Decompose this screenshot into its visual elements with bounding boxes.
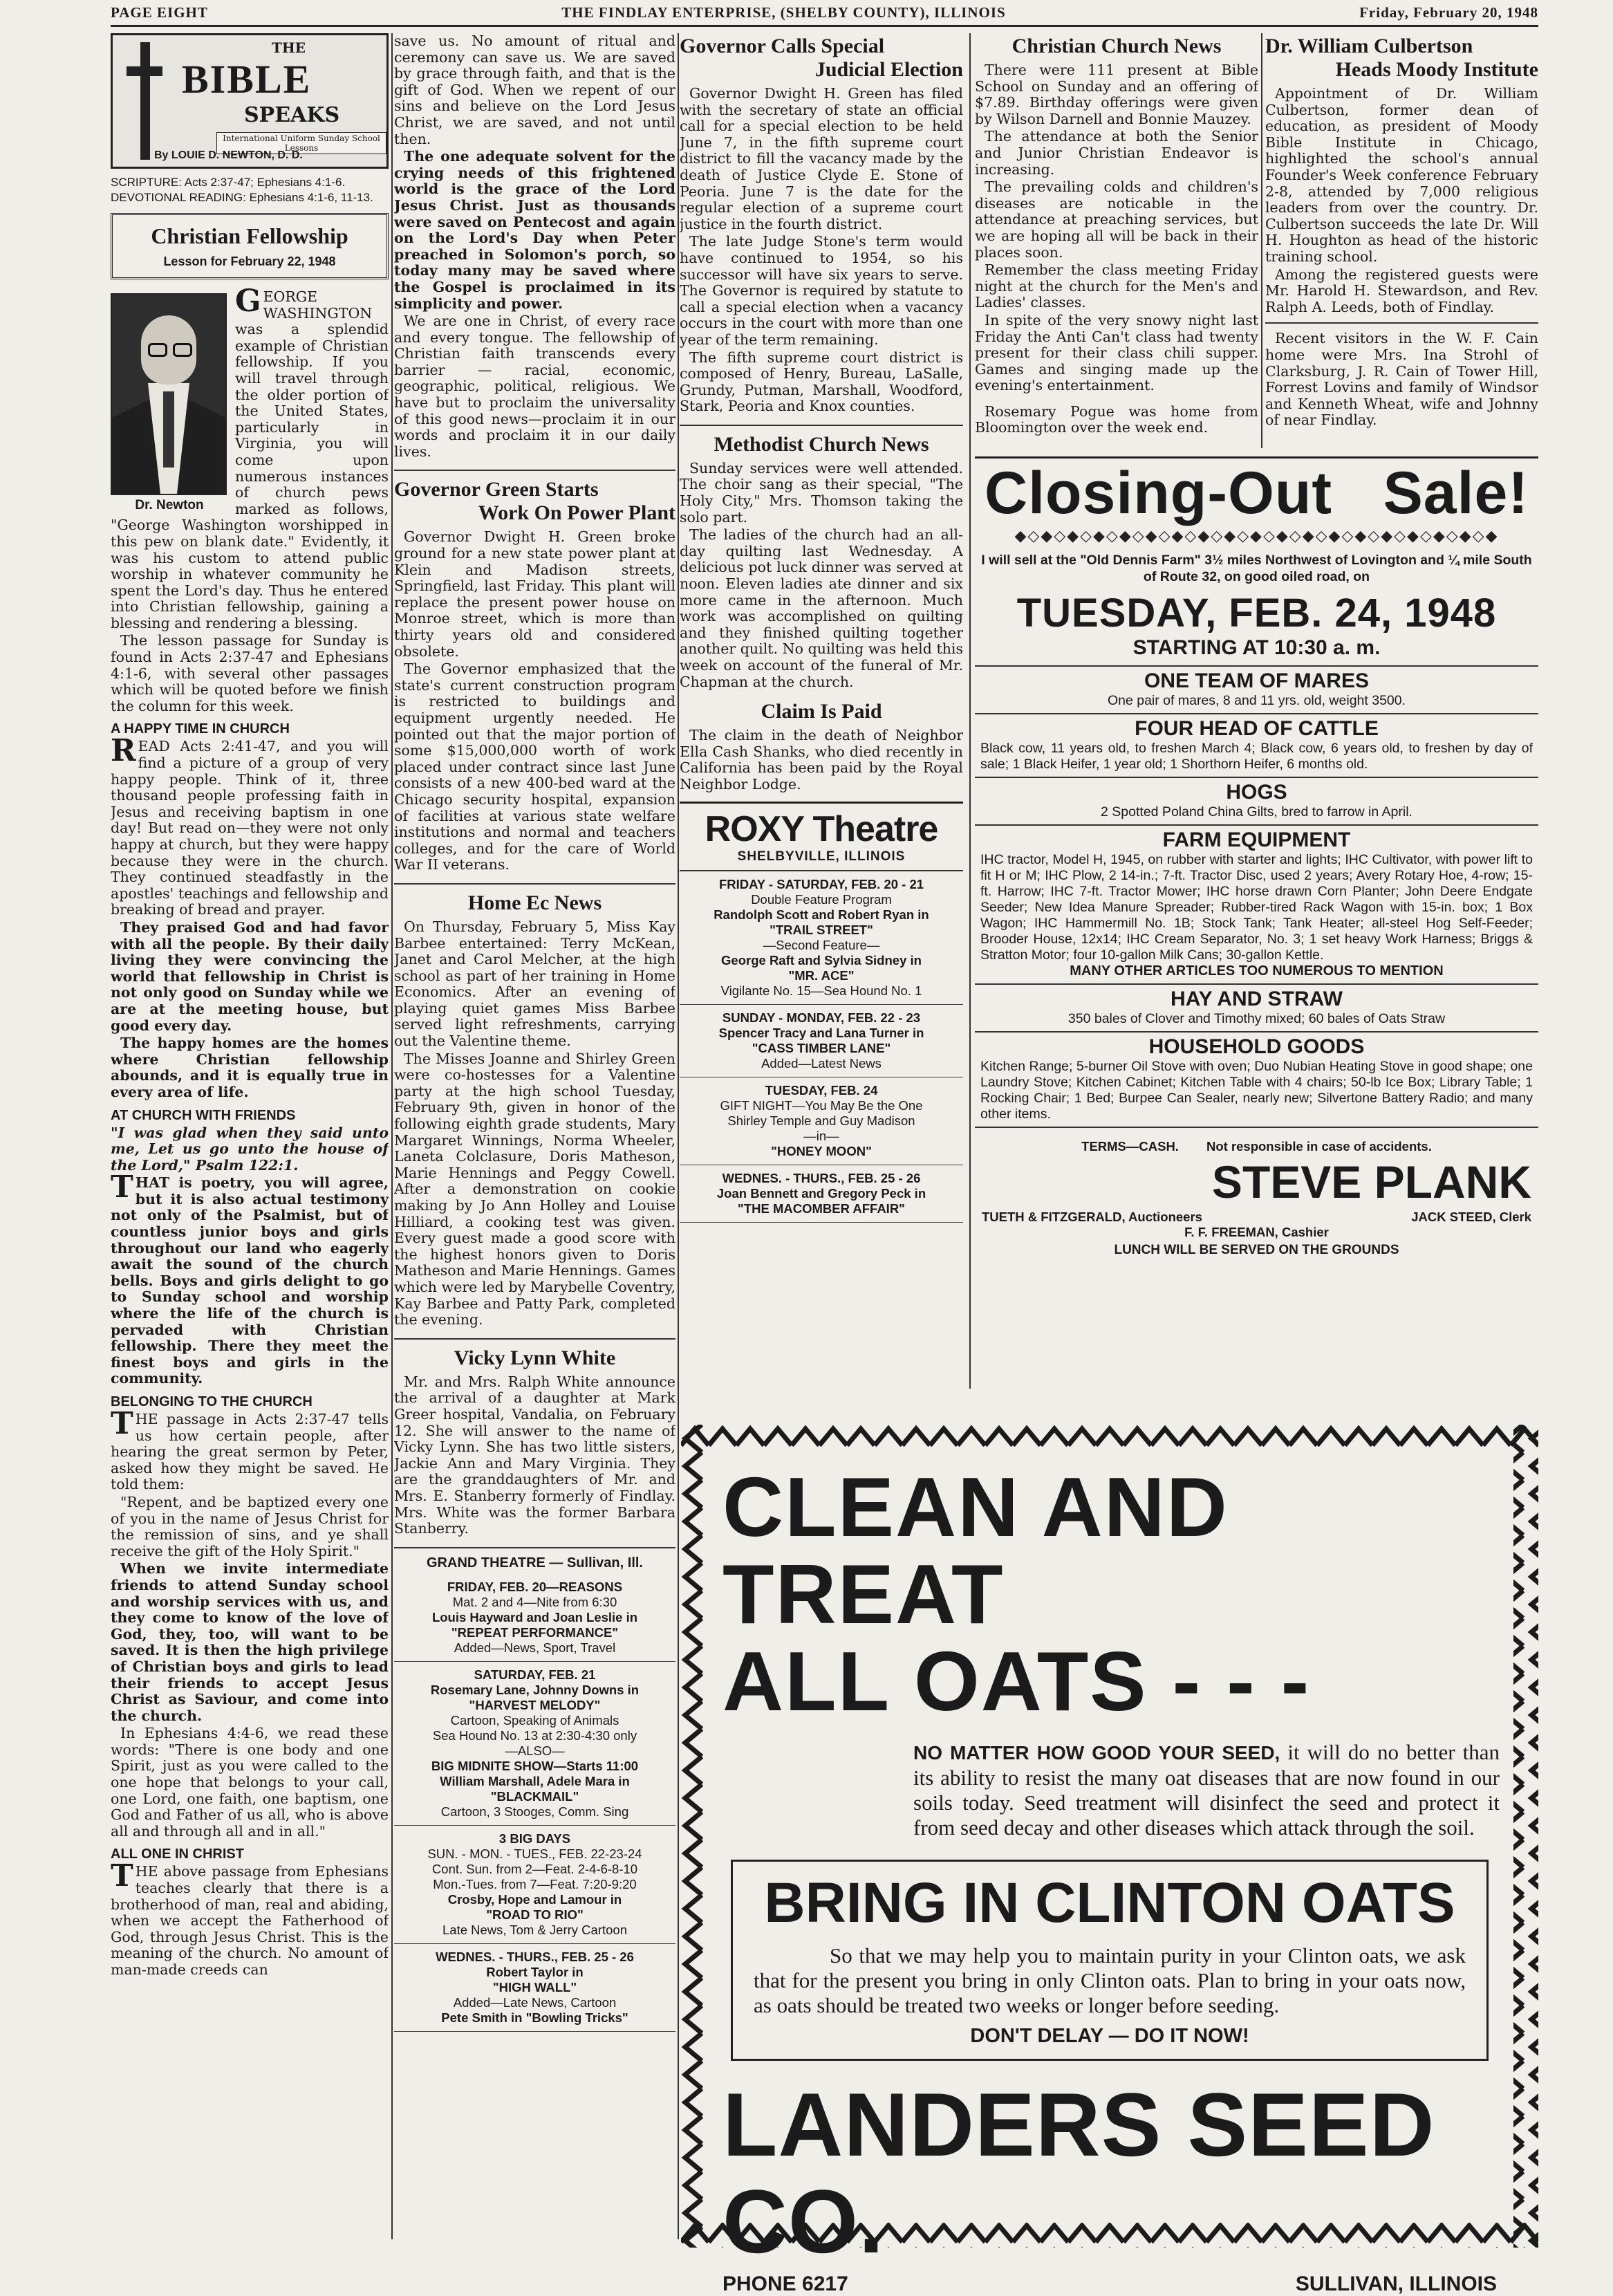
masthead-rule xyxy=(111,25,1538,27)
lesson-paragraph: "Repent, and be baptized every one of you in the name of Jesus Christ for the remission of sins, and ye shall receive the gift of the Holy Spirit." xyxy=(111,1493,389,1559)
lesson-continued: We are one in Christ, of every race and every tongue. The fellowship of Christian faith transcends every barrier — racial, economic, geographic, political, religious. We have but to proclaim the universality of this good news—proclaim it in our words and proclaim it in our daily lives. xyxy=(394,313,675,460)
article-paragraph: The late Judge Stone's term would have continued to 1954, so his successor will have six years to serve. The Governor is required by statute to call a special election when a vacancy occurs in the court with more than one year of the term remaining. xyxy=(680,233,963,348)
column-christian-church xyxy=(975,33,1258,448)
program-line: Pete Smith in "Bowling Tricks" xyxy=(441,2010,628,2025)
subhead: AT CHURCH WITH FRIENDS xyxy=(111,1107,296,1123)
column-three xyxy=(680,33,963,1389)
article-headline xyxy=(394,470,675,525)
article-paragraph: The Misses Joanne and Shirley Green were co-hostesses for a Valentine party at the high school Tuesday, February 9th, given in honor of the following eighth grade students, Mary Margaret Winnings, Norma Wheeler, Laneta Colclasure, Doris Matheson, Marie Hennings and Peggy Cowell. After a demonstration on cookie making by Jo Ann Holley and Louise Hilliard, a cooking test was given. Every guest made a good score with the highest honors given to Doris Matheson and Marie Hennings. Games which were led by Marybelle Coventry, Kay Barbee and Patty Park, completed the evening. xyxy=(394,1050,675,1328)
banner-tag: International Uniform Sunday School Lessons xyxy=(216,132,386,154)
program-line: Cartoon, Speaking of Animals xyxy=(450,1712,619,1728)
headline-line: Governor Calls Special xyxy=(680,35,885,57)
lesson-paragraph: THE passage in Acts 2:37-47 tells us how certain people, after hearing the great sermon by Peter, asked how they might be saved. He told them: xyxy=(111,1406,389,1493)
sale-section xyxy=(975,713,1538,777)
sale-section-title: HAY AND STRAW xyxy=(1171,988,1343,1010)
portrait-caption: Dr. Newton xyxy=(135,498,204,512)
sale-title-right: Sale! xyxy=(1383,460,1529,526)
company-name: LANDERS SEED CO. xyxy=(722,2074,1435,2272)
program-block xyxy=(680,1077,963,1165)
sale-section-title: HOUSEHOLD GOODS xyxy=(1148,1035,1365,1058)
grand-theatre-title: GRAND THEATRE — Sullivan, Ill. xyxy=(394,1547,675,1571)
auctioneers: TUETH & FITZGERALD, Auctioneers xyxy=(982,1210,1202,1224)
sale-section-text: One pair of mares, 8 and 11 yrs. old, weight 3500. xyxy=(1107,693,1406,708)
roxy-theatre-city: SHELBYVILLE, ILLINOIS xyxy=(680,849,963,871)
lesson-paragraph: The lesson passage for Sunday is found in Acts 2:37-47 and Ephesians 4:1-6, with several other passages which will be quoted before we finish the column for this week. xyxy=(111,632,389,714)
masthead xyxy=(111,3,1538,22)
lesson-continued: The one adequate solvent for the crying needs of this frightened world is the grace of the Lord Jesus Christ. Just as thousands were saved on Pentecost and again on the Lord's Day when Peter preached in Solomon's porch, so today many may be saved where the Gospel is proclaimed in its simplicity and power. xyxy=(394,148,675,312)
article-paragraph: In spite of the very snowy night last Friday the Anti Can't class had twenty present for their class chili supper. Games and singing made up the evening's entertainment. xyxy=(975,311,1258,394)
sale-section-text: IHC tractor, Model H, 1945, on rubber with starter and lights; IHC Cultivator, with power lift to fit H or M; IHC Plow, 2 14-in.; 7-ft. Tractor Disc, used 2 years; Avery Rotary Hoe, 4-row; 15-ft. Harrow; IHC 7-ft. Tractor Mower; IHC horse drawn Corn Planter; John Deere Endgate Seeder; New Idea Manure Spreader; Rubber-tired Rack Wagon with 15-in. box; 1 Box Wagon; IHC Hammermill No. 1B; Stock Tank; Tank Heater; all-steel Hog Self-Feeder; Brooder House, 12x14; IHC Cream Separator, No. 3; 1 set heavy Work Harness; Briggs & Stratton Motor; four 10-gallon Milk Cans; 30-gallon Kettle. xyxy=(980,852,1533,963)
lesson-date: Lesson for February 22, 1948 xyxy=(163,254,336,268)
lesson-paragraph: When we invite intermediate friends to attend Sunday school and worship services with us, and they come to know of the love of God, they, too, will want to be saved. It is then the high privilege of Christian boys and girls to lead their friends to accept Jesus Christ as Saviour, and come into the church. xyxy=(111,1560,389,1724)
banner-bible: BIBLE xyxy=(182,57,312,102)
program-line: GIFT NIGHT—You May Be the One xyxy=(720,1098,923,1113)
program-line: Added—Latest News xyxy=(761,1055,882,1071)
program-line: "HIGH WALL" xyxy=(492,1979,577,1994)
article-paragraph: The attendance at both the Senior and Junior Christian Endeavor is increasing. xyxy=(975,128,1258,178)
lesson-continued: save us. No amount of ritual and ceremony can save us. We are saved by grace through faith, and that is the gift of God. When we repent of our sins and believe on the Lord Jesus Christ, we are saved, and not until then. xyxy=(394,33,675,147)
program-line: Late News, Tom & Jerry Cartoon xyxy=(442,1922,627,1937)
sale-section-text: Kitchen Range; 5-burner Oil Stove with oven; Duo Nubian Heating Stove in good shape; one Laundry Stove; Kitchen Cabinet; Kitchen Table with 4 chairs; 50-lb Ice Box; Library Table; 1 Rocking Chair; 1 Bed; Burpee Can Sealer, nearly new; Silvertone Battery Radio; and many other items. xyxy=(980,1059,1533,1122)
lesson-title-box xyxy=(111,213,389,279)
clinton-oats-box xyxy=(731,1860,1489,2061)
program-date: SUNDAY - MONDAY, FEB. 22 - 23 xyxy=(722,1010,921,1025)
program-line: Cartoon, 3 Stooges, Comm. Sing xyxy=(440,1804,629,1819)
program-line: Crosby, Hope and Lamour in xyxy=(447,1891,622,1907)
program-date: SATURDAY, FEB. 21 xyxy=(474,1667,596,1682)
article-paragraph: Governor Dwight H. Green broke ground for a new state power plant at Klein and Madison streets, Springfield, last Friday. This plant will replace the present power house on Monroe street, which is more than thirty years old and considered obsolete. xyxy=(394,528,675,660)
program-line: Mat. 2 and 4—Nite from 6:30 xyxy=(452,1594,617,1609)
program-line: Cont. Sun. from 2—Feat. 2-4-6-8-10 xyxy=(431,1861,638,1876)
headline-line: Judicial Election xyxy=(814,58,963,81)
headline-line: Work On Power Plant xyxy=(478,501,675,525)
article-paragraph: Governor Dwight H. Green has filed with the secretary of state an official call for a special election to be held June 7, in the fifth supreme court district to fill the vacancy made by the death of Justice Clyde E. Stone of Peoria. June 7 is the date for the regular election of a supreme court justice in the fourth district. xyxy=(680,85,963,232)
sale-section-title: FARM EQUIPMENT xyxy=(1162,828,1351,851)
article-paragraph: The claim in the death of Neighbor Ella Cash Shanks, who died recently in California has been paid by the Royal Neighbor Lodge. xyxy=(680,727,963,793)
article-paragraph: Appointment of Dr. William Culbertson, former dean of education, as president of Moody Bible Institute in Chicago, highlighted the school's annual Founder's Week conference February 2-8, attended by 7,000 religious leaders from over the country. Dr. Culbertson succeeds the late Dr. Will H. Houghton as head of the historic training school. xyxy=(1265,85,1538,265)
ad-headline-2: ALL OATS - - - xyxy=(722,1634,1311,1728)
column-rule xyxy=(678,33,679,2239)
sale-time: STARTING AT 10:30 a. m. xyxy=(1132,636,1381,659)
sale-title-left: Closing-Out xyxy=(985,460,1333,526)
company-footer xyxy=(722,2272,1497,2296)
page-number: PAGE EIGHT xyxy=(111,3,208,21)
scripture-ref: SCRIPTURE: Acts 2:37-47; Ephesians 4:1-6. xyxy=(111,176,346,189)
grand-theatre-program xyxy=(394,1574,675,2032)
program-block xyxy=(394,1826,675,1944)
landers-ad-body xyxy=(706,1450,1513,2295)
program-line: Joan Bennett and Gregory Peck in xyxy=(716,1185,926,1201)
program-line: Spencer Tracy and Lana Turner in xyxy=(718,1025,924,1040)
program-line: Added—Late News, Cartoon xyxy=(453,1994,617,2010)
psalm-quote: "I was glad when they said unto me, Let us go unto the house of the Lord," Psalm 122:1. xyxy=(111,1124,389,1174)
program-line: Randolph Scott and Robert Ryan in xyxy=(714,907,929,922)
program-block xyxy=(680,1165,963,1223)
program-line: William Marshall, Adele Mara in xyxy=(440,1773,630,1788)
sale-ornament: ◆◇◆◇◆◇◆◇◆◇◆◇◆◇◆◇◆◇◆◇◆◇◆◇◆◇◆◇◆◇◆◇◆◇◆◇◆ xyxy=(1014,528,1499,545)
subhead: A HAPPY TIME IN CHURCH xyxy=(111,721,290,737)
program-line: "THE MACOMBER AFFAIR" xyxy=(738,1201,905,1216)
clinton-delay: DON'T DELAY — DO IT NOW! xyxy=(970,2025,1249,2047)
paper-title: THE FINDLAY ENTERPRISE, (SHELBY COUNTY), ILLINOIS xyxy=(561,3,1006,21)
ad-lead-bold: NO MATTER HOW GOOD YOUR SEED, xyxy=(913,1742,1280,1763)
program-block xyxy=(394,1662,675,1826)
lesson-paragraph: THE above passage from Ephesians teaches clearly that there is a brotherhood of man, real and abiding, when we accept the Fatherhood of God, through Jesus Christ. This is the meaning of the church. No amount of man-made creeds can xyxy=(111,1858,389,1978)
program-line: "REPEAT PERFORMANCE" xyxy=(451,1624,619,1640)
program-date: 3 BIG DAYS xyxy=(498,1831,571,1846)
column-bible-lesson xyxy=(111,33,389,2239)
article-paragraph: The ladies of the church had an all-day quilting last Wednesday. A delicious pot luck dinner was served at noon. Eleven ladies ate dinner and six more came in the afternoon. Much work was accomplished on quilting and they finished quilting together another quilt. No quilting was held this week on account of the funeral of Mr. Chapman at the church. xyxy=(680,526,963,690)
terms-cash: TERMS—CASH. xyxy=(1081,1139,1179,1154)
article-paragraph: The prevailing colds and children's diseases are noticable in the attendance at preaching services, but we are hoping all will be back in their places soon. xyxy=(975,178,1258,261)
portrait-figure xyxy=(111,293,228,513)
article-paragraph: Sunday services were well attended. The choir sang as their special, "The Holy City," Mrs. Thomson taking the solo part. xyxy=(680,459,963,526)
lesson-paragraph: GEORGE WASHINGTON was a splendid example of Christian fellowship. If you will travel through the older portion of the United States, particularly in Virginia, you will come upon numerous instances of church pews marked as follows, "George Washington worshipped in this pew on blank date." Evidently, it was his custom to attend public worship in whatever community he spent the Lord's day. Thus he entered into Christian fellowship, gaining a blessing and rendering a blessing. xyxy=(111,284,389,631)
sale-section xyxy=(975,1031,1538,1127)
closing-out-sale-ad xyxy=(975,456,1538,1389)
company-city: SULLIVAN, ILLINOIS xyxy=(1295,2272,1497,2295)
program-block xyxy=(394,1574,675,1662)
program-block xyxy=(680,1005,963,1077)
sale-sections xyxy=(975,665,1538,1127)
program-line: Sea Hound No. 13 at 2:30-4:30 only xyxy=(432,1728,637,1743)
program-line: —Second Feature— xyxy=(763,937,880,952)
program-line: "CASS TIMBER LANE" xyxy=(752,1040,891,1055)
article-paragraph: The fifth supreme court district is composed of Henry, Bureau, LaSalle, Grundy, Putman, Marshall, Woodford, Stark, Peoria and Knox counties. xyxy=(680,349,963,415)
program-line: "BLACKMAIL" xyxy=(490,1788,579,1804)
program-line: —in— xyxy=(803,1128,839,1143)
banner-byline: By LOUIE D. NEWTON, D. D. xyxy=(154,149,303,161)
column-rule xyxy=(391,33,393,2239)
subhead: ALL ONE IN CHRIST xyxy=(111,1846,244,1862)
sale-section-more: MANY OTHER ARTICLES TOO NUMEROUS TO MENTION xyxy=(1070,963,1444,979)
lesson-paragraph: THAT is poetry, you will agree, but it is also actual testimony not only of the Psalmist, but of countless junior boys and girls throughout our land who eagerly await the sound of the church bells. Boys and girls delight to go to Sunday school and worship where the life of the church is pervaded with Christian fellowship. There they meet the finest boys and girls in the community. xyxy=(111,1169,389,1387)
program-line: "MR. ACE" xyxy=(788,968,855,983)
program-line: Added—News, Sport, Travel xyxy=(454,1640,616,1655)
article-headline: Christian Church News xyxy=(1011,35,1222,57)
article-paragraph: On Thursday, February 5, Miss Kay Barbee entertained: Terry McKean, Janet and Carol Melcher, at the high school as part of her training in Home Economics. After an evening of playing quiet games Miss Barbee served light refreshments, carrying out the Valentine theme. xyxy=(394,918,675,1050)
column-moody-institute xyxy=(1265,33,1538,448)
column-rule xyxy=(969,33,971,1389)
devotional-ref: DEVOTIONAL READING: Ephesians 4:1-6, 11-13. xyxy=(111,191,373,204)
lesson-paragraph: READ Acts 2:41-47, and you will find a picture of a group of very happy people. Think of it, three thousand people professing faith in Jesus and receiving baptism in one day! But read on—they were not only happy at church, but they were happy because they were in the church. They continued steadfastly in the apostles' teachings and fellowship and breaking of bread and prayer. xyxy=(111,733,389,918)
article-paragraph: Remember the class meeting Friday night at the church for the Men's and Ladies' classes. xyxy=(975,261,1258,311)
sale-intro: I will sell at the "Old Dennis Farm" 3½ miles Northwest of Lovington and ¼ mile South of Route 32, on good oiled road, on xyxy=(981,553,1532,584)
program-line: "HARVEST MELODY" xyxy=(469,1697,601,1712)
article-headline xyxy=(1265,35,1538,82)
sale-section xyxy=(975,777,1538,824)
portrait-image xyxy=(111,293,227,495)
sale-section-text: Black cow, 11 years old, to freshen March 4; Black cow, 6 years old, to freshen by day of sale; 1 Black Heifer, 1 year old; 1 Shorthorn Heifer, 6 months old. xyxy=(980,741,1533,772)
company-phone: PHONE 6217 xyxy=(722,2272,848,2295)
lesson-title: Christian Fellowship xyxy=(151,223,348,248)
roxy-theatre-title: ROXY Theatre xyxy=(680,802,963,849)
program-line: "HONEY MOON" xyxy=(771,1143,872,1158)
ad-lead-paragraph xyxy=(913,1740,1500,1840)
column-rule xyxy=(1261,33,1262,448)
column-two xyxy=(394,33,675,2239)
issue-date: Friday, February 20, 1948 xyxy=(1359,3,1538,21)
program-date: WEDNES. - THURS., FEB. 25 - 26 xyxy=(436,1949,634,1964)
sale-section-text: 350 bales of Clover and Timothy mixed; 60 bales of Oats Straw xyxy=(1067,1011,1446,1026)
sale-terms xyxy=(975,1127,1538,1154)
article-paragraph: Recent visitors in the W. F. Cain home were Mrs. Ina Strohl of Clarksburg, J. R. Cain of Tower Hill, Forrest Lovins and family of Windsor and Kenneth Wheat, wife and Johnny of near Findlay. xyxy=(1265,322,1538,429)
article-headline: Home Ec News xyxy=(394,883,675,915)
article-headline: Vicky Lynn White xyxy=(394,1338,675,1370)
article-headline: Claim Is Paid xyxy=(761,700,882,723)
sale-section-title: HOGS xyxy=(1226,781,1287,804)
article-paragraph: The Governor emphasized that the state's current construction program is restricted to buildings and equipment urgently needed. He pointed out that the major portion of some $15,000,000 worth of work placed under contract since last June consists of a new 400-bed ward at the Chicago security hospital, expansion of facilities at various state welfare institutions and normal and teachers colleges, and for the care of World War II veterans. xyxy=(394,660,675,873)
clinton-text: So that we may help you to maintain purity in your Clinton oats, we ask that for the present you bring in only Clinton oats. Plan to bring in your oats now, as oats should be treated two weeks or longer before seeding. xyxy=(754,1943,1466,2017)
program-line: Louis Hayward and Joan Leslie in xyxy=(431,1609,638,1624)
sale-date: TUESDAY, FEB. 24, 1948 xyxy=(1016,591,1497,636)
article-paragraph: There were 111 present at Bible School on Sunday and an offering of $7.89. Birthday offerings were given by Wilson Darnell and Bonnie Mauzey. xyxy=(975,62,1258,127)
article-paragraph: Mr. and Mrs. Ralph White announce the arrival of a daughter at Mark Greer hospital, Vandalia, on February 12. She will answer to the name of Vicky Lynn. She has two little sisters, Jackie Ann and Mary Virginia. They are the granddaughters of Mr. and Mrs. E. Stanberry formerly of Findlay. Mrs. White was the former Barbara Stanberry. xyxy=(394,1373,675,1537)
program-line: BIG MIDNITE SHOW—Starts 11:00 xyxy=(431,1758,639,1773)
program-line: —ALSO— xyxy=(505,1743,565,1758)
program-line: George Raft and Sylvia Sidney in xyxy=(721,952,922,968)
lesson-paragraph: They praised God and had favor with all the people. By their daily living they were convincing the world that fellowship in Christ is not only good on Sunday while we are at the meeting house, but good every day. xyxy=(111,918,389,1034)
ad-headline-1: CLEAN AND TREAT xyxy=(722,1460,1229,1641)
sale-section xyxy=(975,824,1538,983)
program-line: Robert Taylor in xyxy=(486,1964,584,1979)
program-line: SUN. - MON. - TUES., FEB. 22-23-24 xyxy=(427,1846,642,1861)
lesson-paragraph: In Ephesians 4:4-6, we read these words: "There is one body and one Spirit, just as you were called to the one hope that belongs to your call, one Lord, one faith, one baptism, one God and Father of us all, who is above all and through all and in all." xyxy=(111,1725,389,1840)
program-line: "ROAD TO RIO" xyxy=(486,1907,584,1922)
program-date: TUESDAY, FEB. 24 xyxy=(765,1082,878,1098)
program-line: Rosemary Lane, Johnny Downs in xyxy=(430,1682,640,1697)
sale-section xyxy=(975,983,1538,1031)
program-line: Vigilante No. 15—Sea Hound No. 1 xyxy=(720,983,922,998)
program-line: Mon.-Tues. from 7—Feat. 7:20-9:20 xyxy=(433,1876,637,1891)
sale-section-text: 2 Spotted Poland China Gilts, bred to farrow in April. xyxy=(1101,804,1412,820)
article-paragraph: Rosemary Pogue was home from Bloomington over the week end. xyxy=(975,402,1258,436)
banner-speaks: SPEAKS xyxy=(244,103,340,127)
sale-section xyxy=(975,665,1538,713)
article-headline xyxy=(680,35,963,82)
program-date: FRIDAY, FEB. 20—REASONS xyxy=(447,1579,623,1594)
program-line: "TRAIL STREET" xyxy=(770,922,873,937)
program-date: FRIDAY - SATURDAY, FEB. 20 - 21 xyxy=(718,876,924,891)
bible-speaks-banner xyxy=(111,33,389,169)
article-paragraph: Among the registered guests were Mr. Harold H. Stewardson, and Rev. Ralph A. Leeds, both of Findlay. xyxy=(1265,266,1538,315)
program-date: WEDNES. - THURS., FEB. 25 - 26 xyxy=(722,1170,921,1185)
headline-line: Governor Green Starts xyxy=(394,478,599,501)
lesson-paragraph: The happy homes are the homes where Christian fellowship abounds, and it is equally true in every area of life. xyxy=(111,1035,389,1100)
sale-title xyxy=(975,459,1538,528)
lunch-note: LUNCH WILL BE SERVED ON THE GROUNDS xyxy=(1114,1243,1399,1257)
headline-line: Dr. William Culbertson xyxy=(1265,35,1473,57)
clerk: JACK STEED, Clerk xyxy=(1411,1210,1531,1224)
sale-section-title: ONE TEAM OF MARES xyxy=(1144,669,1369,692)
subhead: BELONGING TO THE CHURCH xyxy=(111,1394,313,1409)
terms-accidents: Not responsible in case of accidents. xyxy=(1206,1139,1432,1154)
cashier: F. F. FREEMAN, Cashier xyxy=(1184,1225,1329,1239)
sale-section-title: FOUR HEAD OF CATTLE xyxy=(1135,717,1379,740)
program-line: Shirley Temple and Guy Madison xyxy=(727,1113,915,1128)
landers-seed-ad xyxy=(681,1425,1538,2295)
cross-icon xyxy=(127,42,162,160)
headline-line: Heads Moody Institute xyxy=(1335,58,1538,81)
roxy-theatre-program xyxy=(680,871,963,1223)
ad-lead-text: it will do no better than its ability to resist the many oat diseases that are now found in our soils today. Seed treatment will disinfect the seed and protect it from seed decay and other diseases which attack through the soil. xyxy=(913,1740,1500,1840)
seller-name: STEVE PLANK xyxy=(1211,1156,1531,1207)
sale-staff xyxy=(975,1210,1538,1225)
clinton-title: BRING IN CLINTON OATS xyxy=(764,1871,1455,1934)
article-headline: Methodist Church News xyxy=(680,425,963,456)
program-block xyxy=(394,1944,675,2032)
program-block xyxy=(680,871,963,1005)
banner-the: THE xyxy=(272,39,306,56)
program-line: Double Feature Program xyxy=(751,891,892,907)
